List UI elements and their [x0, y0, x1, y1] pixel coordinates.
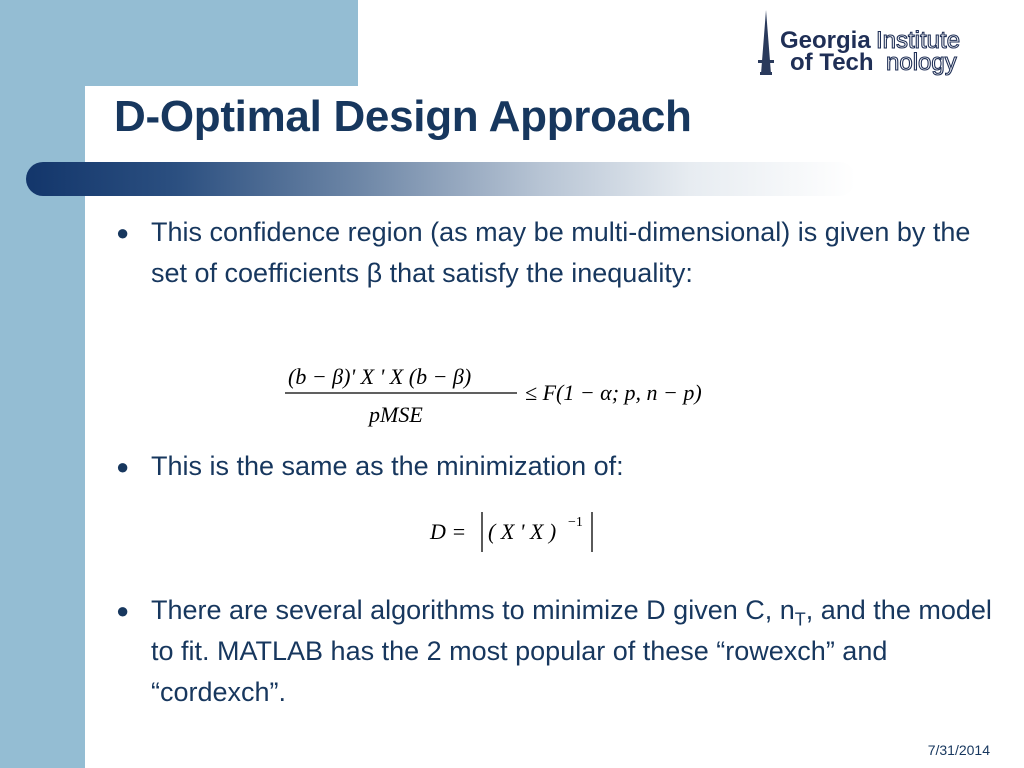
top-band-decoration — [0, 0, 358, 86]
spire-icon — [758, 10, 774, 75]
bullet-item — [114, 590, 994, 713]
logo-line1-rest: Institute — [876, 27, 961, 54]
d-criterion-equation — [428, 508, 598, 556]
equation1-denominator: pMSE — [369, 402, 423, 427]
confidence-region-equation — [285, 360, 755, 432]
equation2-body: ( X ' X ) — [488, 519, 557, 544]
equation1-numerator: (b − β)' X ' X (b − β) — [288, 364, 472, 389]
bullet-dot-icon: ● — [116, 220, 130, 245]
slide-title: D-Optimal Design Approach — [114, 92, 692, 141]
equation2-lhs: D = — [430, 519, 467, 544]
bullet-item — [114, 212, 994, 294]
equation2-exponent: −1 — [568, 515, 583, 530]
bullet-text: There are several algorithms to minimize D given C, $n_T$, and the model to fit. MATLAB has the 2 most popular of these “rowexch” and “cordexch”. — [151, 595, 992, 707]
bullet-dot-icon: ● — [116, 454, 130, 479]
logo-line2-rest: nology — [886, 49, 957, 76]
logo-line2-bold: of Tech — [790, 49, 874, 76]
sidebar-decoration — [0, 0, 85, 768]
bullet-text: This is the same as the minimization of: — [151, 451, 624, 481]
title-underline-bar — [26, 162, 856, 196]
slide-date: 7/31/2014 — [927, 742, 990, 758]
bullet-dot-icon: ● — [116, 598, 130, 623]
georgia-tech-logo — [752, 8, 1017, 80]
equation1-rhs: ≤ F(1 − α; p, n − p) — [525, 380, 702, 405]
bullet-text: This confidence region (as may be multi-dimensional) is given by the set of coefficients β that satisfy the inequality: — [151, 217, 971, 288]
bullet-item — [114, 446, 994, 487]
logo-line1-bold: Georgia — [780, 27, 871, 54]
